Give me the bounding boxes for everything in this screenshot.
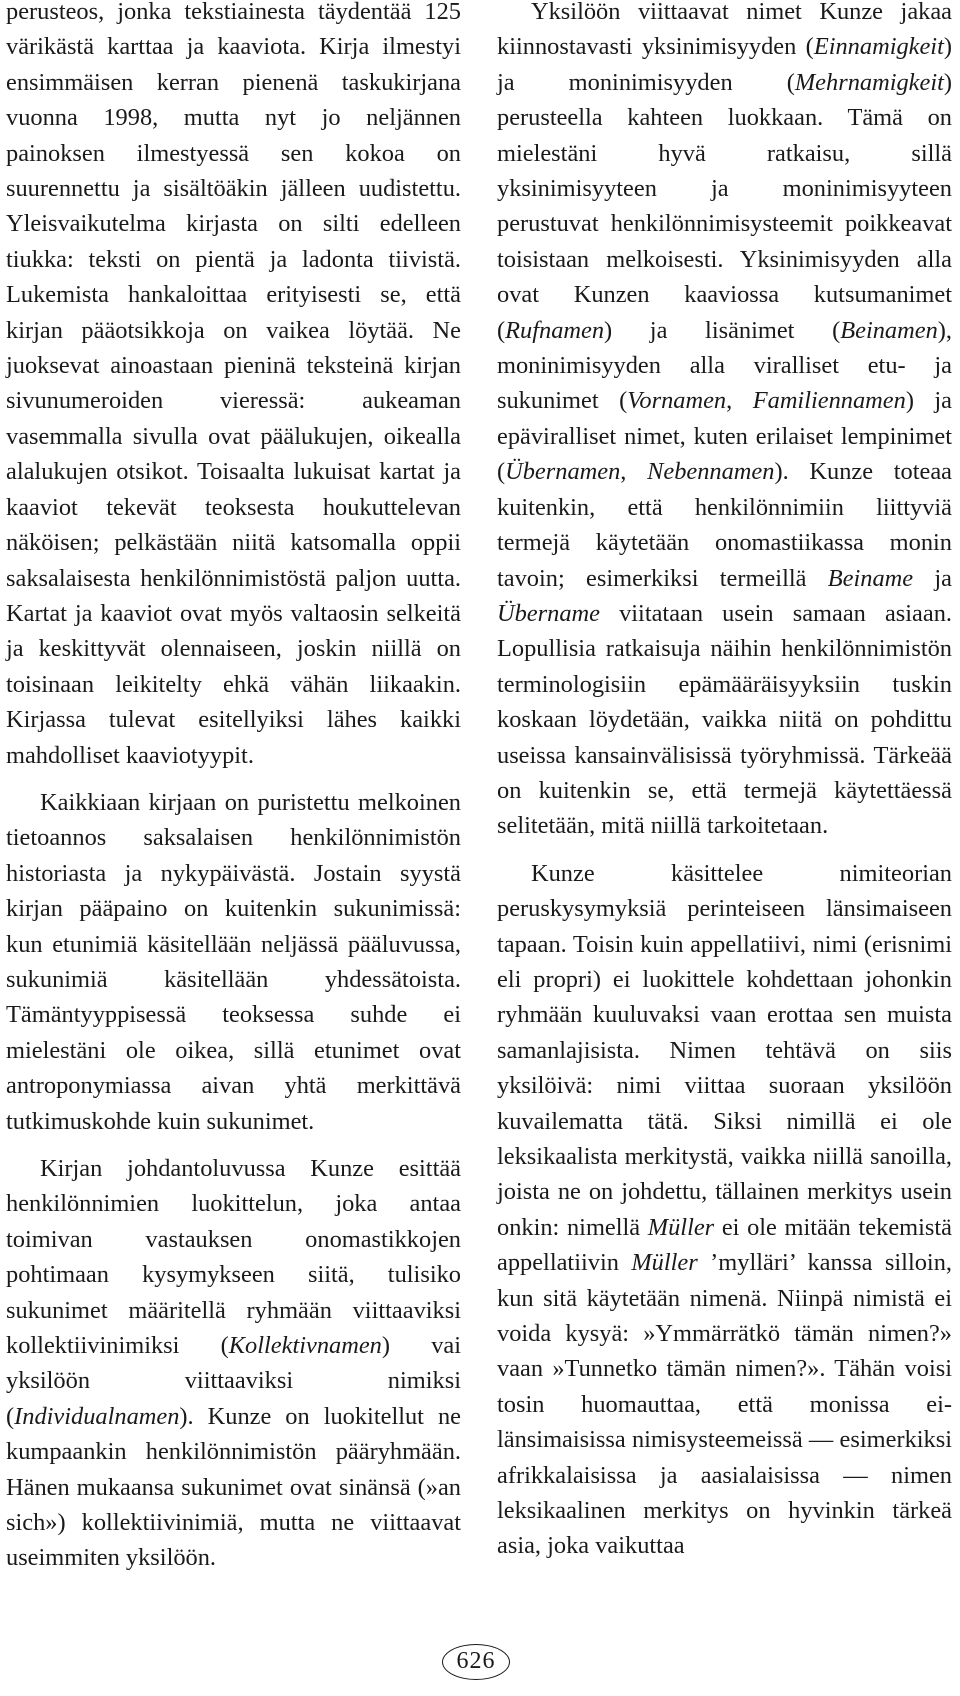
text-segment: ei ole mitään tekemistä appellatiivin — [497, 1213, 952, 1277]
italic-term: Mehrnamigkeit — [794, 68, 944, 96]
italic-term: Übernamen — [505, 458, 621, 486]
text-segment: ) vai yksilöön viittaaviksi nimiksi ( — [6, 1332, 461, 1430]
text-segment: ) ja moninimisyyden ( — [497, 33, 952, 96]
right-column — [497, 0, 952, 1564]
italic-term: Familiennamen — [752, 387, 906, 415]
italic-term: Kollektivnamen — [228, 1332, 382, 1360]
text-segment: ) ja lisänimet ( — [604, 316, 841, 344]
text-segment: ja — [913, 564, 952, 592]
italic-term: Individualnamen — [14, 1402, 180, 1430]
text-segment: ) perusteella kahteen luokkaan. Tämä on mielestäni hyvä ratkaisu, sillä yksinimisyyteen ja moninimisyyteen perustuvat henkilönnimisysteemit poikkeavat toisistaan melkoisesti. Yksinimisyyden alla ovat Kunzen kaaviossa kutsumanimet ( — [497, 68, 952, 344]
italic-term: Vornamen — [627, 387, 727, 415]
italic-term: Beinamen — [840, 316, 938, 344]
text-segment: Kaikkiaan kirjaan on puristettu melkoinen tietoannos saksalaisen henkilönnimistön historiasta ja nykypäivästä. Jostain syystä kirjan pääpaino on kuitenkin sukunimissä: kun etunimiä käsitellään neljässä pääluvussa, sukunimiä käsitellään yhdessätoista. Tämäntyyppisessä teoksessa suhde ei mielestäni ole oikea, sillä etunimet ovat antroponymiassa aivan yhtä merkittävä tutkimuskohde kuin sukunimet. — [6, 788, 461, 1135]
text-segment: Yksilöön viittaavat nimet Kunze jakaa kiinnostavasti yksinimisyyden ( — [497, 0, 952, 61]
italic-term: Einnamigkeit — [813, 33, 944, 61]
italic-term: Müller — [631, 1249, 698, 1277]
text-segment: ), moninimisyyden alla viralliset etu- ja sukunimet ( — [497, 316, 952, 415]
italic-term: Übername — [497, 599, 600, 627]
left-column — [6, 0, 461, 1576]
text-segment: , — [620, 458, 648, 486]
paragraph-1 — [6, 0, 461, 773]
italic-term: Müller — [647, 1213, 715, 1241]
paragraph-5 — [497, 856, 952, 1564]
text-segment: ). Kunze toteaa kuitenkin, että henkilönnimiin liittyviä termejä käytetään onomastiikassa monin tavoin; esimerkiksi termeillä — [497, 458, 952, 592]
text-segment: ) ja epäviralliset nimet, kuten erilaiset lempinimet ( — [497, 387, 953, 486]
paragraph-3 — [6, 1151, 461, 1576]
italic-term: Rufnamen — [505, 316, 605, 344]
text-segment: , — [726, 387, 753, 415]
page-number: 626 — [442, 1644, 510, 1680]
italic-term: Beiname — [827, 564, 914, 592]
italic-term: Nebennamen — [647, 458, 775, 486]
text-segment: viitataan usein samaan asiaan. Lopullisia ratkaisuja näihin henkilönnimistön terminologisiin epämääräisyyksiin tuskin koskaan löydetään, vaikka niitä on pohdittu useissa kansainvälisissä työryhmissä. Tärkeää on kuitenkin se, että termejä käytettäessä selitetään, mitä niillä tarkoitetaan. — [497, 599, 952, 840]
paragraph-4 — [497, 0, 952, 844]
text-segment: ). Kunze on luokitellut ne kumpaankin henkilönnimistön pääryhmään. Hänen mukaansa sukunimet ovat sinänsä (»an sich») kollektiivinimiä, mutta ne viittaavat useimmiten yksilöön. — [6, 1402, 461, 1572]
paragraph-2 — [6, 785, 461, 1139]
text-segment: perusteos, jonka tekstiainesta täydentää 125 värikästä karttaa ja kaaviota. Kirja ilmestyi ensimmäisen kerran pienenä taskukirjana vuonna 1998, mutta nyt jo neljännen painoksen ilmestyessä sen kokoa on suurennettu ja sisältöäkin jälleen uudistettu. Yleisvaikutelma kirjasta on silti edelleen tiukka: teksti on pientä ja ladonta tiivistä. Lukemista hankaloittaa erityisesti se, että kirjan pääotsikkoja on vaikea löytää. Ne juoksevat ainoastaan pieninä teksteinä kirjan sivunumeroiden vieressä: aukeaman vasemmalla sivulla ovat päälukujen, oikealla alalukujen otsikot. Toisaalta lukuisat kartat ja kaaviot tekevät teoksesta houkuttelevan näköisen; pelkästään niitä katsomalla oppii saksalaisesta henkilönnimistöstä paljon uutta. Kartat ja kaaviot ovat myös valtaosin selkeitä ja keskittyvät olennaiseen, joskin niillä on toisinaan leikitelty ehkä vähän liikaakin. Kirjassa tulevat esitellyiksi lähes kaikki mahdolliset kaaviotyypit. — [6, 0, 461, 769]
text-segment: Kunze käsittelee nimiteorian peruskysymyksiä perinteiseen länsimaiseen tapaan. Toisin kuin appellatiivi, nimi (erisnimi eli propri) ei luokittele kohdettaan johonkin ryhmään kuuluvaksi vaan erottaa sen muista samanlajisista. Nimen tehtävä on siis yksilöivä: nimi viittaa suoraan yksilöön kuvailematta tätä. Siksi nimillä ei ole leksikaalista merkitystä, vaikka niillä sanoilla, joista ne on johdettu, tällainen merkitys usein onkin: nimellä — [497, 859, 952, 1241]
text-segment: Kirjan johdantoluvussa Kunze esittää henkilönnimien luokittelun, joka antaa toimivan vastauksen onomastikkojen pohtimaan kysymykseen siitä, tulisiko sukunimet määritellä ryhmään viittaaviksi kollektiivinimiksi ( — [6, 1155, 461, 1360]
text-segment: ’mylläri’ kanssa silloin, kun sitä käytetään nimenä. Niinpä nimistä ei voida kysyä: »Ymmärrätkö tämän nimen?» vaan »Tunnetko tämän nimen?». Tähän voisi tosin huomauttaa, että monissa ei-länsimaisissa nimisysteemeissä — esimerkiksi afrikkalaisissa ja aasialaisissa — nimen leksikaalinen merkitys on hyvinkin tärkeä asia, joka vaikuttaa — [497, 1249, 952, 1560]
